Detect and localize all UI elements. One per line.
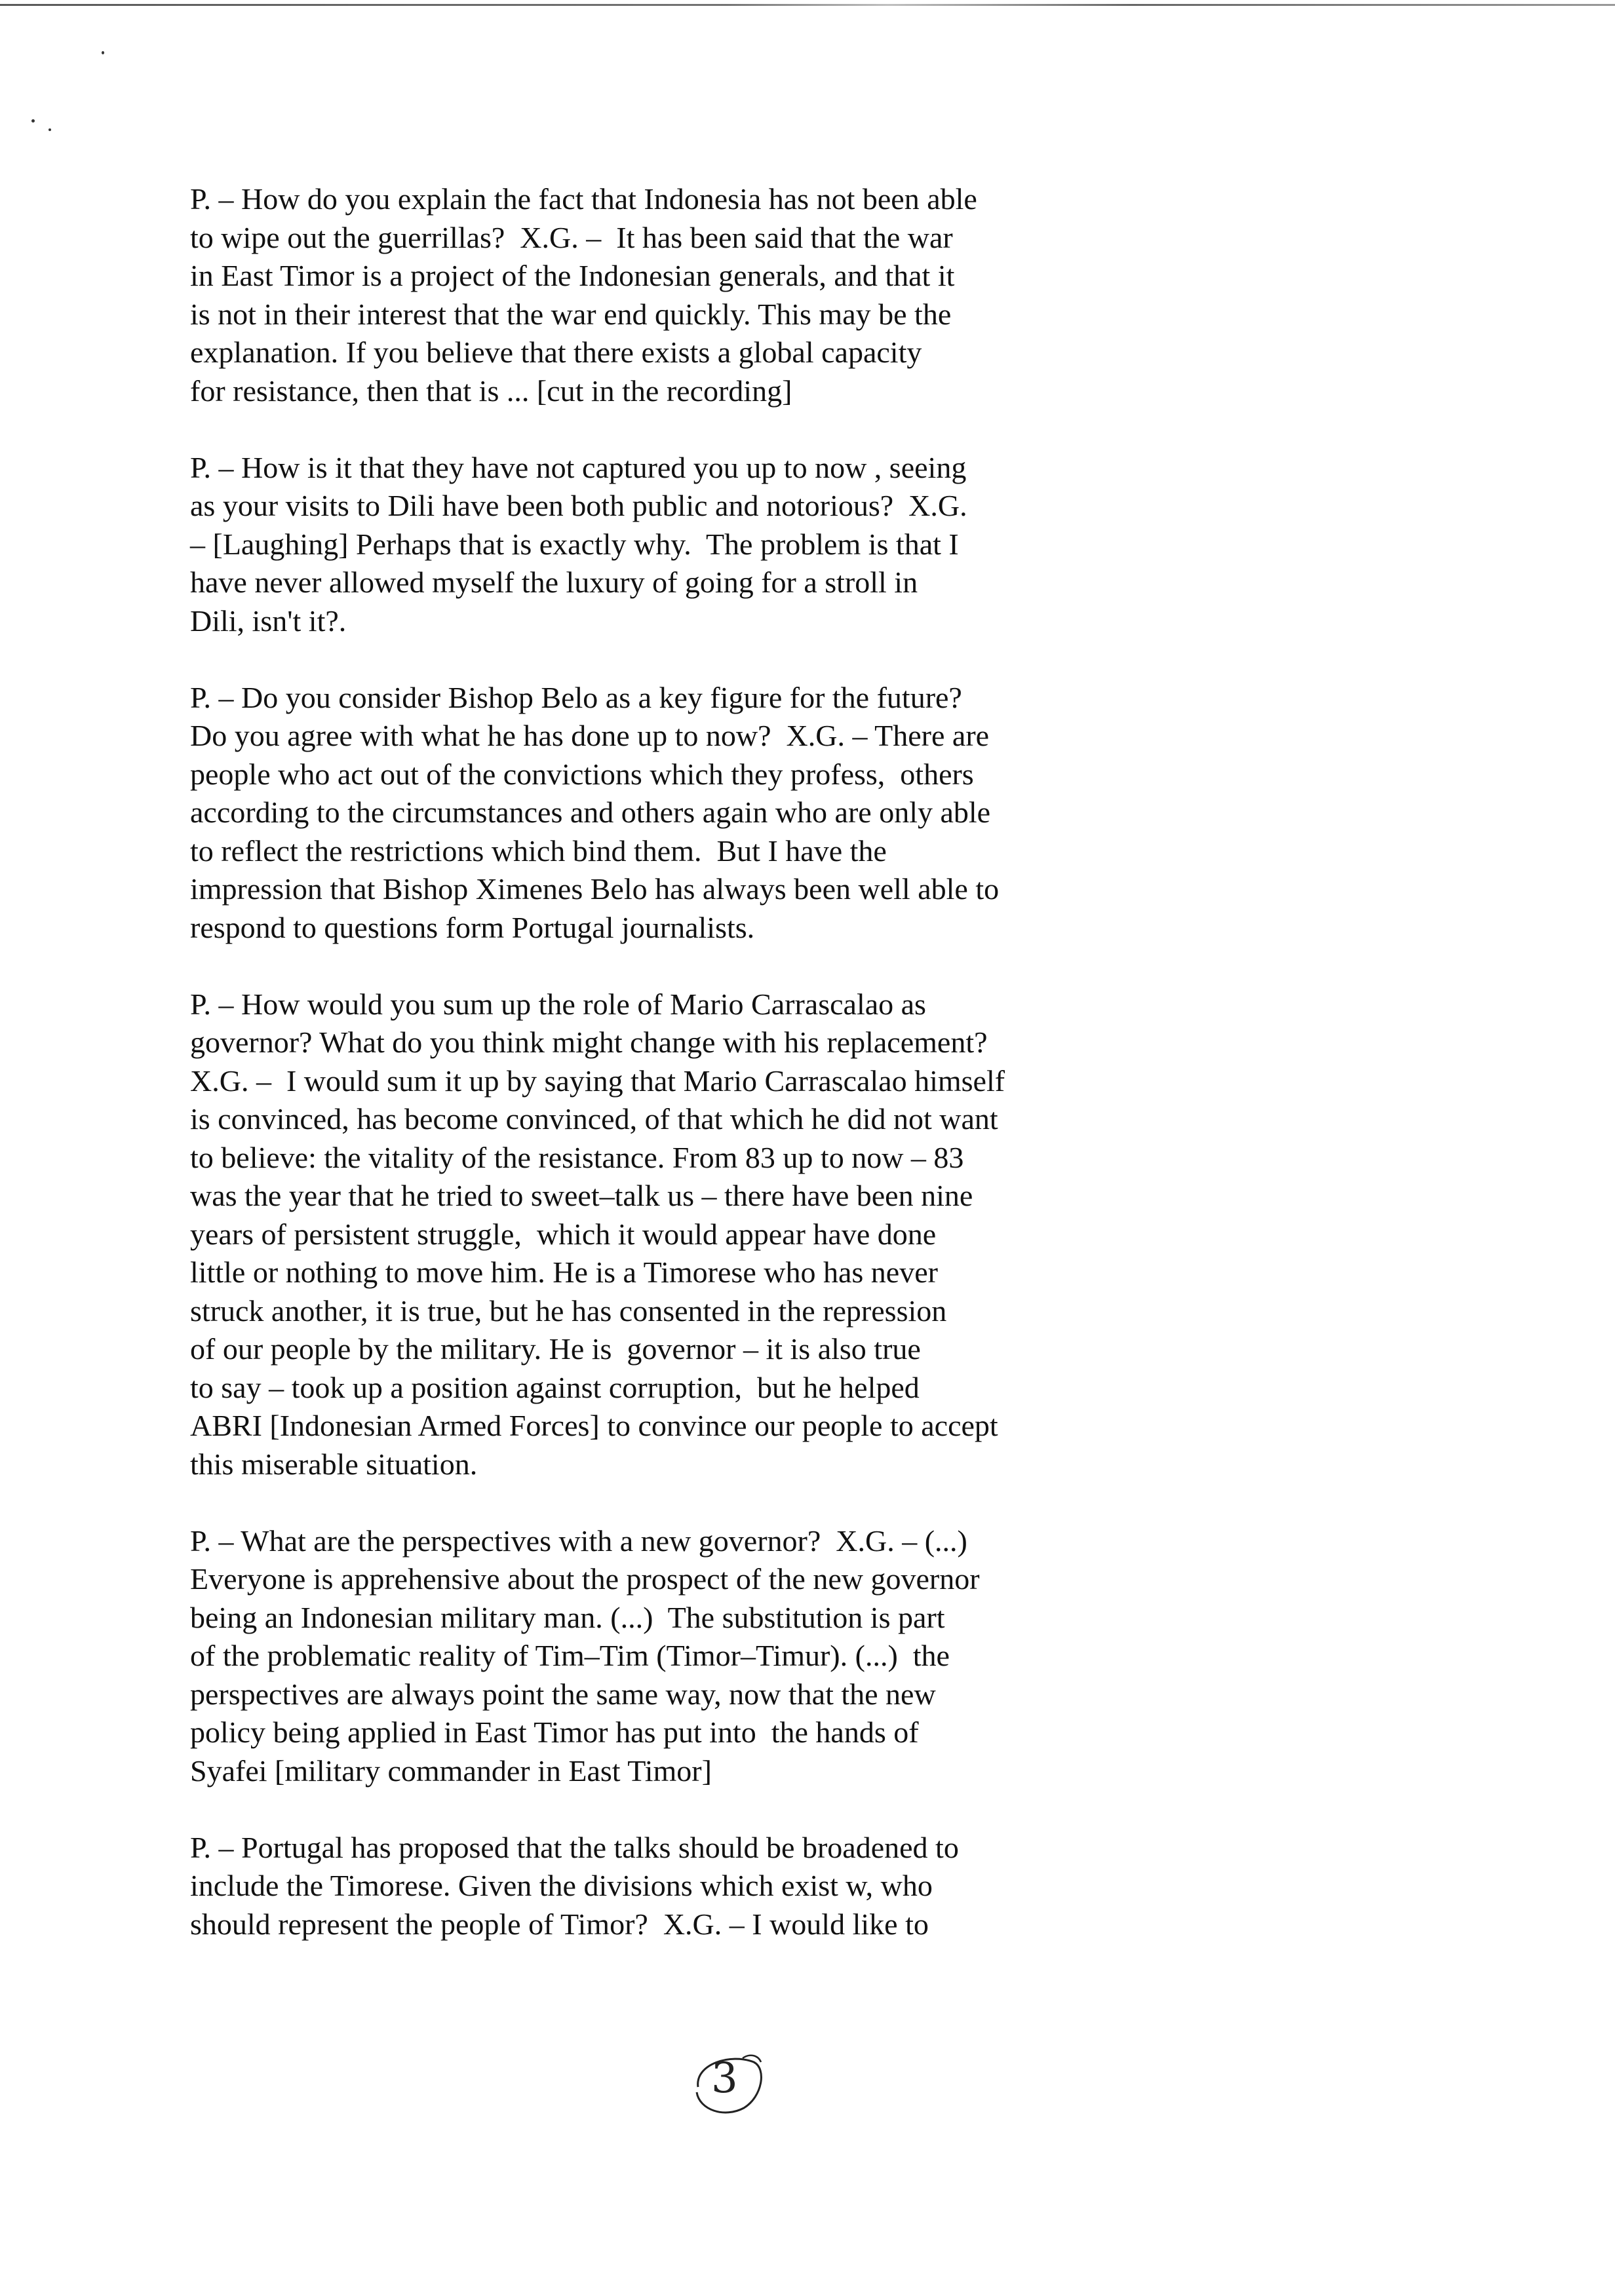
text-line: to believe: the vitality of the resistance. From 83 up to now – 83: [190, 1140, 964, 1174]
paragraph: [190, 449, 1344, 641]
text-line: in East Timor is a project of the Indonesian generals, and that it: [190, 259, 955, 292]
text-line: being an Indonesian military man. (...) The substitution is part: [190, 1600, 945, 1634]
paragraph: [190, 1522, 1344, 1791]
scan-speck: [31, 119, 35, 123]
text-line: policy being applied in East Timor has put into the hands of: [190, 1715, 919, 1749]
text-line: is convinced, has become convinced, of that which he did not want: [190, 1102, 998, 1136]
text-line: – [Laughing] Perhaps that is exactly why. The problem is that I: [190, 527, 959, 561]
paragraph: [190, 180, 1344, 410]
text-line: should represent the people of Timor? X.G. – I would like to: [190, 1907, 929, 1941]
text-line: X.G. – I would sum it up by saying that Mario Carrascalao himself: [190, 1063, 1005, 1098]
text-line: include the Timorese. Given the divisions which exist w, who: [190, 1869, 933, 1902]
text-line: to say – took up a position against corruption, but he helped: [190, 1370, 920, 1404]
text-line: Dili, isn't it?.: [190, 603, 347, 638]
text-line: of the problematic reality of Tim–Tim (Timor–Timur). (...) the: [190, 1639, 950, 1672]
page-number-label: 3: [711, 2054, 738, 2103]
text-line: Do you agree with what he has done up to now? X.G. – There are: [190, 719, 990, 752]
text-line: to wipe out the guerrillas? X.G. – It has been said that the war: [190, 220, 953, 254]
text-line: is not in their interest that the war end quickly. This may be the: [190, 297, 952, 331]
scan-top-edge: [0, 4, 1615, 6]
text-line: of our people by the military. He is governor – it is also true: [190, 1332, 921, 1366]
text-line: P. – How is it that they have not captured you up to now , seeing: [190, 450, 967, 484]
text-line: perspectives are always point the same way, now that the new: [190, 1677, 936, 1711]
text-line: according to the circumstances and others again who are only able: [190, 795, 991, 829]
text-line: this miserable situation.: [190, 1447, 478, 1481]
text-line: have never allowed myself the luxury of going for a stroll in: [190, 565, 918, 599]
text-line: governor? What do you think might change with his replacement?: [190, 1025, 988, 1059]
paragraph: [190, 679, 1344, 947]
paragraph: [190, 985, 1344, 1484]
page-number: [685, 2048, 770, 2120]
text-line: P. – Portugal has proposed that the talks should be broadened to: [190, 1830, 959, 1864]
text-line: people who act out of the convictions which they profess, others: [190, 757, 974, 791]
text-line: struck another, it is true, but he has consented in the repression: [190, 1293, 947, 1328]
text-line: as your visits to Dili have been both public and notorious? X.G.: [190, 489, 967, 522]
text-line: P. – Do you consider Bishop Belo as a key figure for the future?: [190, 680, 962, 714]
text-line: to reflect the restrictions which bind them. But I have the: [190, 833, 887, 868]
text-line: Everyone is apprehensive about the prospect of the new governor: [190, 1562, 980, 1596]
text-line: was the year that he tried to sweet–talk us – there have been nine: [190, 1179, 973, 1212]
text-line: P. – What are the perspectives with a new governor? X.G. – (...): [190, 1523, 967, 1558]
text-line: explanation. If you believe that there exists a global capacity: [190, 335, 922, 369]
document-body: [190, 180, 1344, 1982]
paragraph: [190, 1829, 1344, 1944]
text-line: ABRI [Indonesian Armed Forces] to convince our people to accept: [190, 1409, 998, 1442]
text-line: for resistance, then that is ... [cut in the recording]: [190, 373, 792, 408]
text-line: P. – How do you explain the fact that Indonesia has not been able: [190, 182, 977, 216]
text-line: impression that Bishop Ximenes Belo has always been well able to: [190, 872, 1000, 906]
text-line: years of persistent struggle, which it would appear have done: [190, 1217, 937, 1251]
scan-speck: [102, 51, 104, 54]
text-line: Syafei [military commander in East Timor]: [190, 1753, 712, 1788]
text-line: P. – How would you sum up the role of Mario Carrascalao as: [190, 987, 926, 1021]
text-line: respond to questions form Portugal journalists.: [190, 910, 755, 944]
text-line: little or nothing to move him. He is a Timorese who has never: [190, 1255, 938, 1289]
scan-speck: [49, 128, 51, 131]
